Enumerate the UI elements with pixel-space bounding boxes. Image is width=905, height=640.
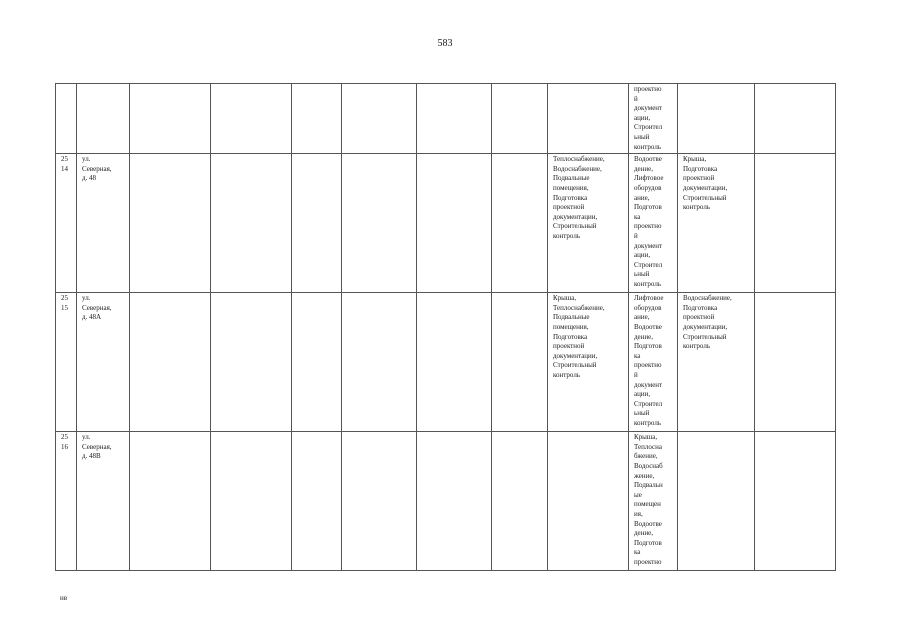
works-cell: Водоотве дение, Лифтовое оборудов ание, Подготов ка проектно й документ ации, Строител ьный контроль (629, 154, 678, 293)
table-row (56, 432, 836, 571)
empty-cell (492, 154, 548, 293)
empty-cell (292, 293, 342, 432)
empty-cell (211, 154, 292, 293)
page-number: 583 (437, 38, 453, 49)
address-cell: ул. Северная, д. 48 (77, 154, 130, 293)
empty-cell (417, 154, 492, 293)
empty-cell (130, 293, 211, 432)
empty-cell (211, 432, 292, 571)
empty-cell (342, 293, 417, 432)
works-cell: Крыша, Теплосна бжение, Водоснаб жение, Подвальн ые помещен ия, Водоотве дение, Подготов ка проектно (629, 432, 678, 571)
table-row (56, 154, 836, 293)
row-number-cell: 25 16 (56, 432, 77, 571)
empty-cell (417, 84, 492, 154)
empty-cell (755, 84, 836, 154)
empty-cell (342, 432, 417, 571)
footer-mark: нв (60, 594, 68, 602)
empty-cell (292, 84, 342, 154)
empty-cell (130, 154, 211, 293)
empty-cell (292, 154, 342, 293)
empty-cell (342, 84, 417, 154)
table-row (56, 293, 836, 432)
works-cell (548, 432, 629, 571)
empty-cell (292, 432, 342, 571)
row-number-cell (56, 84, 77, 154)
empty-cell (492, 84, 548, 154)
table-row (56, 84, 836, 154)
empty-cell (342, 154, 417, 293)
works-cell (548, 84, 629, 154)
row-number-cell: 25 14 (56, 154, 77, 293)
empty-cell (755, 432, 836, 571)
empty-cell (211, 293, 292, 432)
works-cell: Теплоснабжение, Водоснабжение, Подвальные помещения, Подготовка проектной документации, Строительный контроль (548, 154, 629, 293)
empty-cell (755, 293, 836, 432)
address-cell: ул. Северная, д. 48В (77, 432, 130, 571)
empty-cell (417, 293, 492, 432)
empty-cell (417, 432, 492, 571)
works-cell (678, 84, 755, 154)
empty-cell (492, 293, 548, 432)
works-cell: Лифтовое оборудов ание, Водоотве дение, Подготов ка проектно й документ ации, Строител ьный контроль (629, 293, 678, 432)
works-cell: Крыша, Подготовка проектной документации, Строительный контроль (678, 154, 755, 293)
empty-cell (492, 432, 548, 571)
works-cell: Крыша, Теплоснабжение, Подвальные помещения, Подготовка проектной документации, Строительный контроль (548, 293, 629, 432)
empty-cell (755, 154, 836, 293)
works-cell: проектно й документ ации, Строител ьный контроль (629, 84, 678, 154)
works-cell (678, 432, 755, 571)
empty-cell (130, 432, 211, 571)
address-cell: ул. Северная, д. 48А (77, 293, 130, 432)
works-table (55, 83, 836, 571)
empty-cell (130, 84, 211, 154)
row-number-cell: 25 15 (56, 293, 77, 432)
empty-cell (211, 84, 292, 154)
works-cell: Водоснабжение, Подготовка проектной документации, Строительный контроль (678, 293, 755, 432)
address-cell (77, 84, 130, 154)
